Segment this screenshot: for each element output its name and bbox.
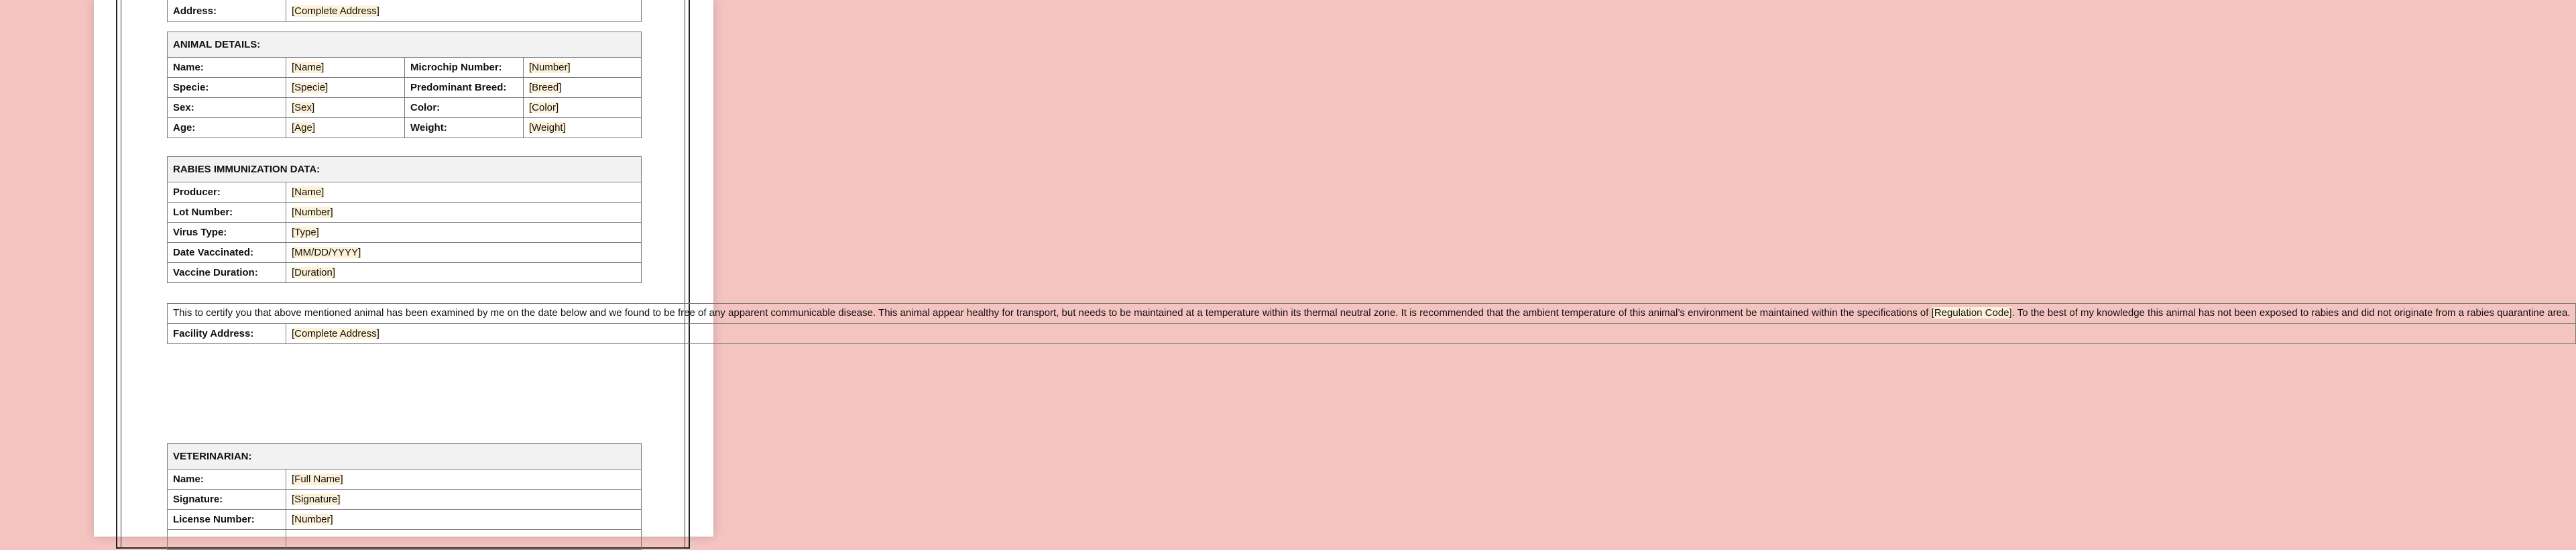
cutoff-value-cell [286,530,642,550]
table-row [168,223,642,243]
table-row [168,510,642,530]
table-row [168,78,642,98]
microchip-cell [524,58,642,78]
table-header-row [168,157,642,182]
date-vaccinated-value: [MM/DD/YYYY] [292,247,361,258]
age-label: Age: [168,118,286,138]
sex-cell [286,98,405,118]
virus-type-cell [286,223,642,243]
specie-label: Specie: [168,78,286,98]
breed-label: Predominant Breed: [405,78,524,98]
breed-cell [524,78,642,98]
sex-value: [Sex] [292,102,315,113]
vet-name-label: Name: [168,470,286,490]
animal-name-value: [Name] [292,62,325,73]
table-row [168,470,642,490]
table-row [168,304,2576,324]
table-row [168,98,642,118]
breed-value: [Breed] [529,82,562,93]
facility-address-cell [286,324,2576,344]
license-number-value: [Number] [292,514,333,525]
producer-label: Producer: [168,182,286,203]
color-label: Color: [405,98,524,118]
lot-number-value: [Number] [292,207,333,218]
color-value: [Color] [529,102,559,113]
vaccine-duration-value: [Duration] [292,267,336,278]
virus-type-value: [Type] [292,227,319,238]
owner-address-table [167,0,642,22]
veterinarian-table [167,443,642,550]
date-vaccinated-label: Date Vaccinated: [168,243,286,263]
table-row [168,530,642,550]
microchip-label: Microchip Number: [405,58,524,78]
certification-paragraph [168,304,2576,324]
table-header-row [168,444,642,470]
table-row [168,203,642,223]
vet-name-value: [Full Name] [292,474,343,485]
address-label: Address: [168,0,286,22]
virus-type-label: Virus Type: [168,223,286,243]
cutoff-label-cell [168,530,286,550]
producer-cell [286,182,642,203]
facility-address-label: Facility Address: [168,324,286,344]
table-row [168,58,642,78]
license-number-label: License Number: [168,510,286,530]
signature-label: Signature: [168,490,286,510]
sex-label: Sex: [168,98,286,118]
address-value: [Complete Address] [292,5,379,17]
animal-details-table [167,32,642,138]
table-row [168,118,642,138]
table-row [168,263,642,283]
age-value: [Age] [292,122,316,133]
rabies-heading: RABIES IMMUNIZATION DATA: [168,157,642,182]
table-row [168,0,642,22]
date-vaccinated-cell [286,243,642,263]
certification-table [167,303,2576,344]
signature-cell [286,490,642,510]
veterinarian-heading: VETERINARIAN: [168,444,642,470]
certification-text-start: This to certify you that above mentioned animal has been examined by me on the date below and we found to be free of any apparent communicable disease. This animal appear healthy for transport, but needs to be maintained at a temperature within its thermal neutral zone. It is recommended that the ambient temperature of this animal’s environment be maintained within the specifications of [173,307,1932,319]
microchip-value: [Number] [529,62,571,73]
color-cell [524,98,642,118]
specie-value: [Specie] [292,82,329,93]
address-cell [286,0,642,22]
weight-label: Weight: [405,118,524,138]
table-row [168,182,642,203]
lot-number-label: Lot Number: [168,203,286,223]
regulation-code-value: [Regulation Code] [1931,307,2012,319]
producer-value: [Name] [292,186,325,198]
table-row [168,243,642,263]
table-row [168,490,642,510]
vet-name-cell [286,470,642,490]
animal-name-label: Name: [168,58,286,78]
rabies-immunization-table [167,156,642,283]
vaccine-duration-label: Vaccine Duration: [168,263,286,283]
facility-address-value: [Complete Address] [292,328,379,339]
animal-details-heading: ANIMAL DETAILS: [168,32,642,58]
license-number-cell [286,510,642,530]
age-cell [286,118,405,138]
table-row [168,324,2576,344]
vaccine-duration-cell [286,263,642,283]
lot-number-cell [286,203,642,223]
signature-value: [Signature] [292,494,341,505]
table-header-row [168,32,642,58]
specie-cell [286,78,405,98]
weight-value: [Weight] [529,122,566,133]
weight-cell [524,118,642,138]
certification-text-end: . To the best of my knowledge this animal has not been exposed to rabies and did not originate from a rabies quarantine area. [2011,307,2571,319]
animal-name-cell [286,58,405,78]
